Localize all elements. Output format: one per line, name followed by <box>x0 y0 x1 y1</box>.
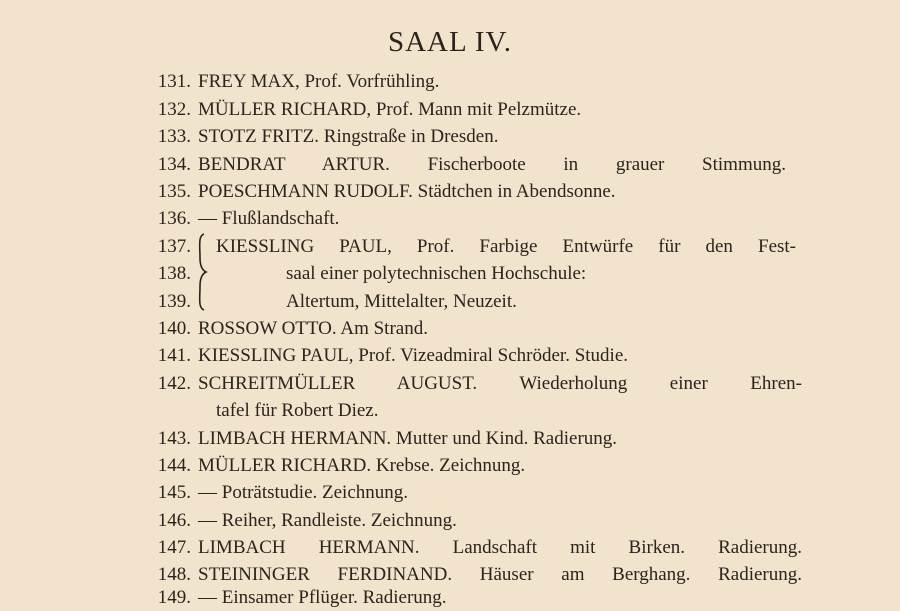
catalog-entry-145 <box>0 479 900 506</box>
entry-text-continuation: tafel für Robert Diez. <box>216 400 379 421</box>
entry-number: 149. <box>157 587 191 608</box>
entry-text: — Einsamer Pflüger. Radierung. <box>198 587 447 608</box>
entry-text: LIMBACH HERMANN. Mutter und Kind. Radierung. <box>198 428 618 449</box>
page-heading: SAAL IV. <box>387 26 512 58</box>
catalog-entry-134 <box>0 151 900 178</box>
catalog-entry-143 <box>0 425 900 452</box>
catalog-entry-147 <box>0 534 900 561</box>
catalog-entry-133 <box>0 123 900 150</box>
entry-number: 141. <box>157 345 191 366</box>
entry-text: FREY MAX, Prof. Vorfrühling. <box>198 71 440 92</box>
entry-text: saal einer polytechnischen Hochschule: <box>286 263 587 284</box>
entry-number: 145. <box>157 482 191 503</box>
entry-number: 142. <box>157 373 191 394</box>
catalog-entry-131 <box>0 68 900 95</box>
entry-number: 148. <box>157 564 191 585</box>
entry-number: 140. <box>157 318 191 339</box>
entry-text: — Reiher, Randleiste. Zeichnung. <box>198 510 457 531</box>
entry-text: ROSSOW OTTO. Am Strand. <box>198 318 428 339</box>
grouping-brace <box>194 232 214 312</box>
entry-number: 139. <box>157 291 191 312</box>
catalog-entry-141 <box>0 342 900 369</box>
catalog-entry-139 <box>0 288 900 315</box>
entry-text: MÜLLER RICHARD, Prof. Mann mit Pelzmütze. <box>198 99 582 120</box>
entry-text: — Flußlandschaft. <box>198 208 340 229</box>
entry-number: 146. <box>157 510 191 531</box>
entry-text: Altertum, Mittelalter, Neuzeit. <box>286 291 517 312</box>
entry-text: STEININGER FERDINAND. Häuser am Berghang. Radierung. <box>198 564 802 585</box>
entry-number: 144. <box>157 455 191 476</box>
entry-text: BENDRAT ARTUR. Fischerboote in grauer Stimmung. <box>198 154 786 175</box>
entry-text: POESCHMANN RUDOLF. Städtchen in Abendsonne. <box>198 181 616 202</box>
catalog-entry-142 <box>0 370 900 397</box>
entry-number: 134. <box>157 154 191 175</box>
entry-number: 136. <box>157 208 191 229</box>
entry-number: 132. <box>157 99 191 120</box>
catalog-entry-144 <box>0 452 900 479</box>
catalog-entry-146 <box>0 507 900 534</box>
entry-number: 133. <box>157 126 191 147</box>
catalog-entry-138 <box>0 260 900 287</box>
entry-number: 138. <box>157 263 191 284</box>
entry-text: SCHREITMÜLLER AUGUST. Wiederholung einer Ehren- <box>198 373 802 394</box>
entry-number: 147. <box>157 537 191 558</box>
catalog-entry-132 <box>0 96 900 123</box>
entry-number: 131. <box>157 71 191 92</box>
entry-text: KIESSLING PAUL, Prof. Vizeadmiral Schröder. Studie. <box>198 345 629 366</box>
catalog-entry-142-continued <box>0 397 900 424</box>
entry-number: 143. <box>157 428 191 449</box>
entry-text: KIESSLING PAUL, Prof. Farbige Entwürfe für den Fest- <box>216 236 796 257</box>
catalog-entry-137 <box>0 233 900 260</box>
catalog-entry-149 <box>0 584 900 611</box>
catalog-entry-136 <box>0 205 900 232</box>
entry-number: 137. <box>157 236 191 257</box>
entry-text: MÜLLER RICHARD. Krebse. Zeichnung. <box>198 455 526 476</box>
entry-text: STOTZ FRITZ. Ringstraße in Dresden. <box>198 126 499 147</box>
entry-text: — Poträtstudie. Zeichnung. <box>198 482 409 503</box>
catalog-entry-135 <box>0 178 900 205</box>
catalog-entry-140 <box>0 315 900 342</box>
entry-number: 135. <box>157 181 191 202</box>
entry-text: LIMBACH HERMANN. Landschaft mit Birken. Radierung. <box>198 537 802 558</box>
